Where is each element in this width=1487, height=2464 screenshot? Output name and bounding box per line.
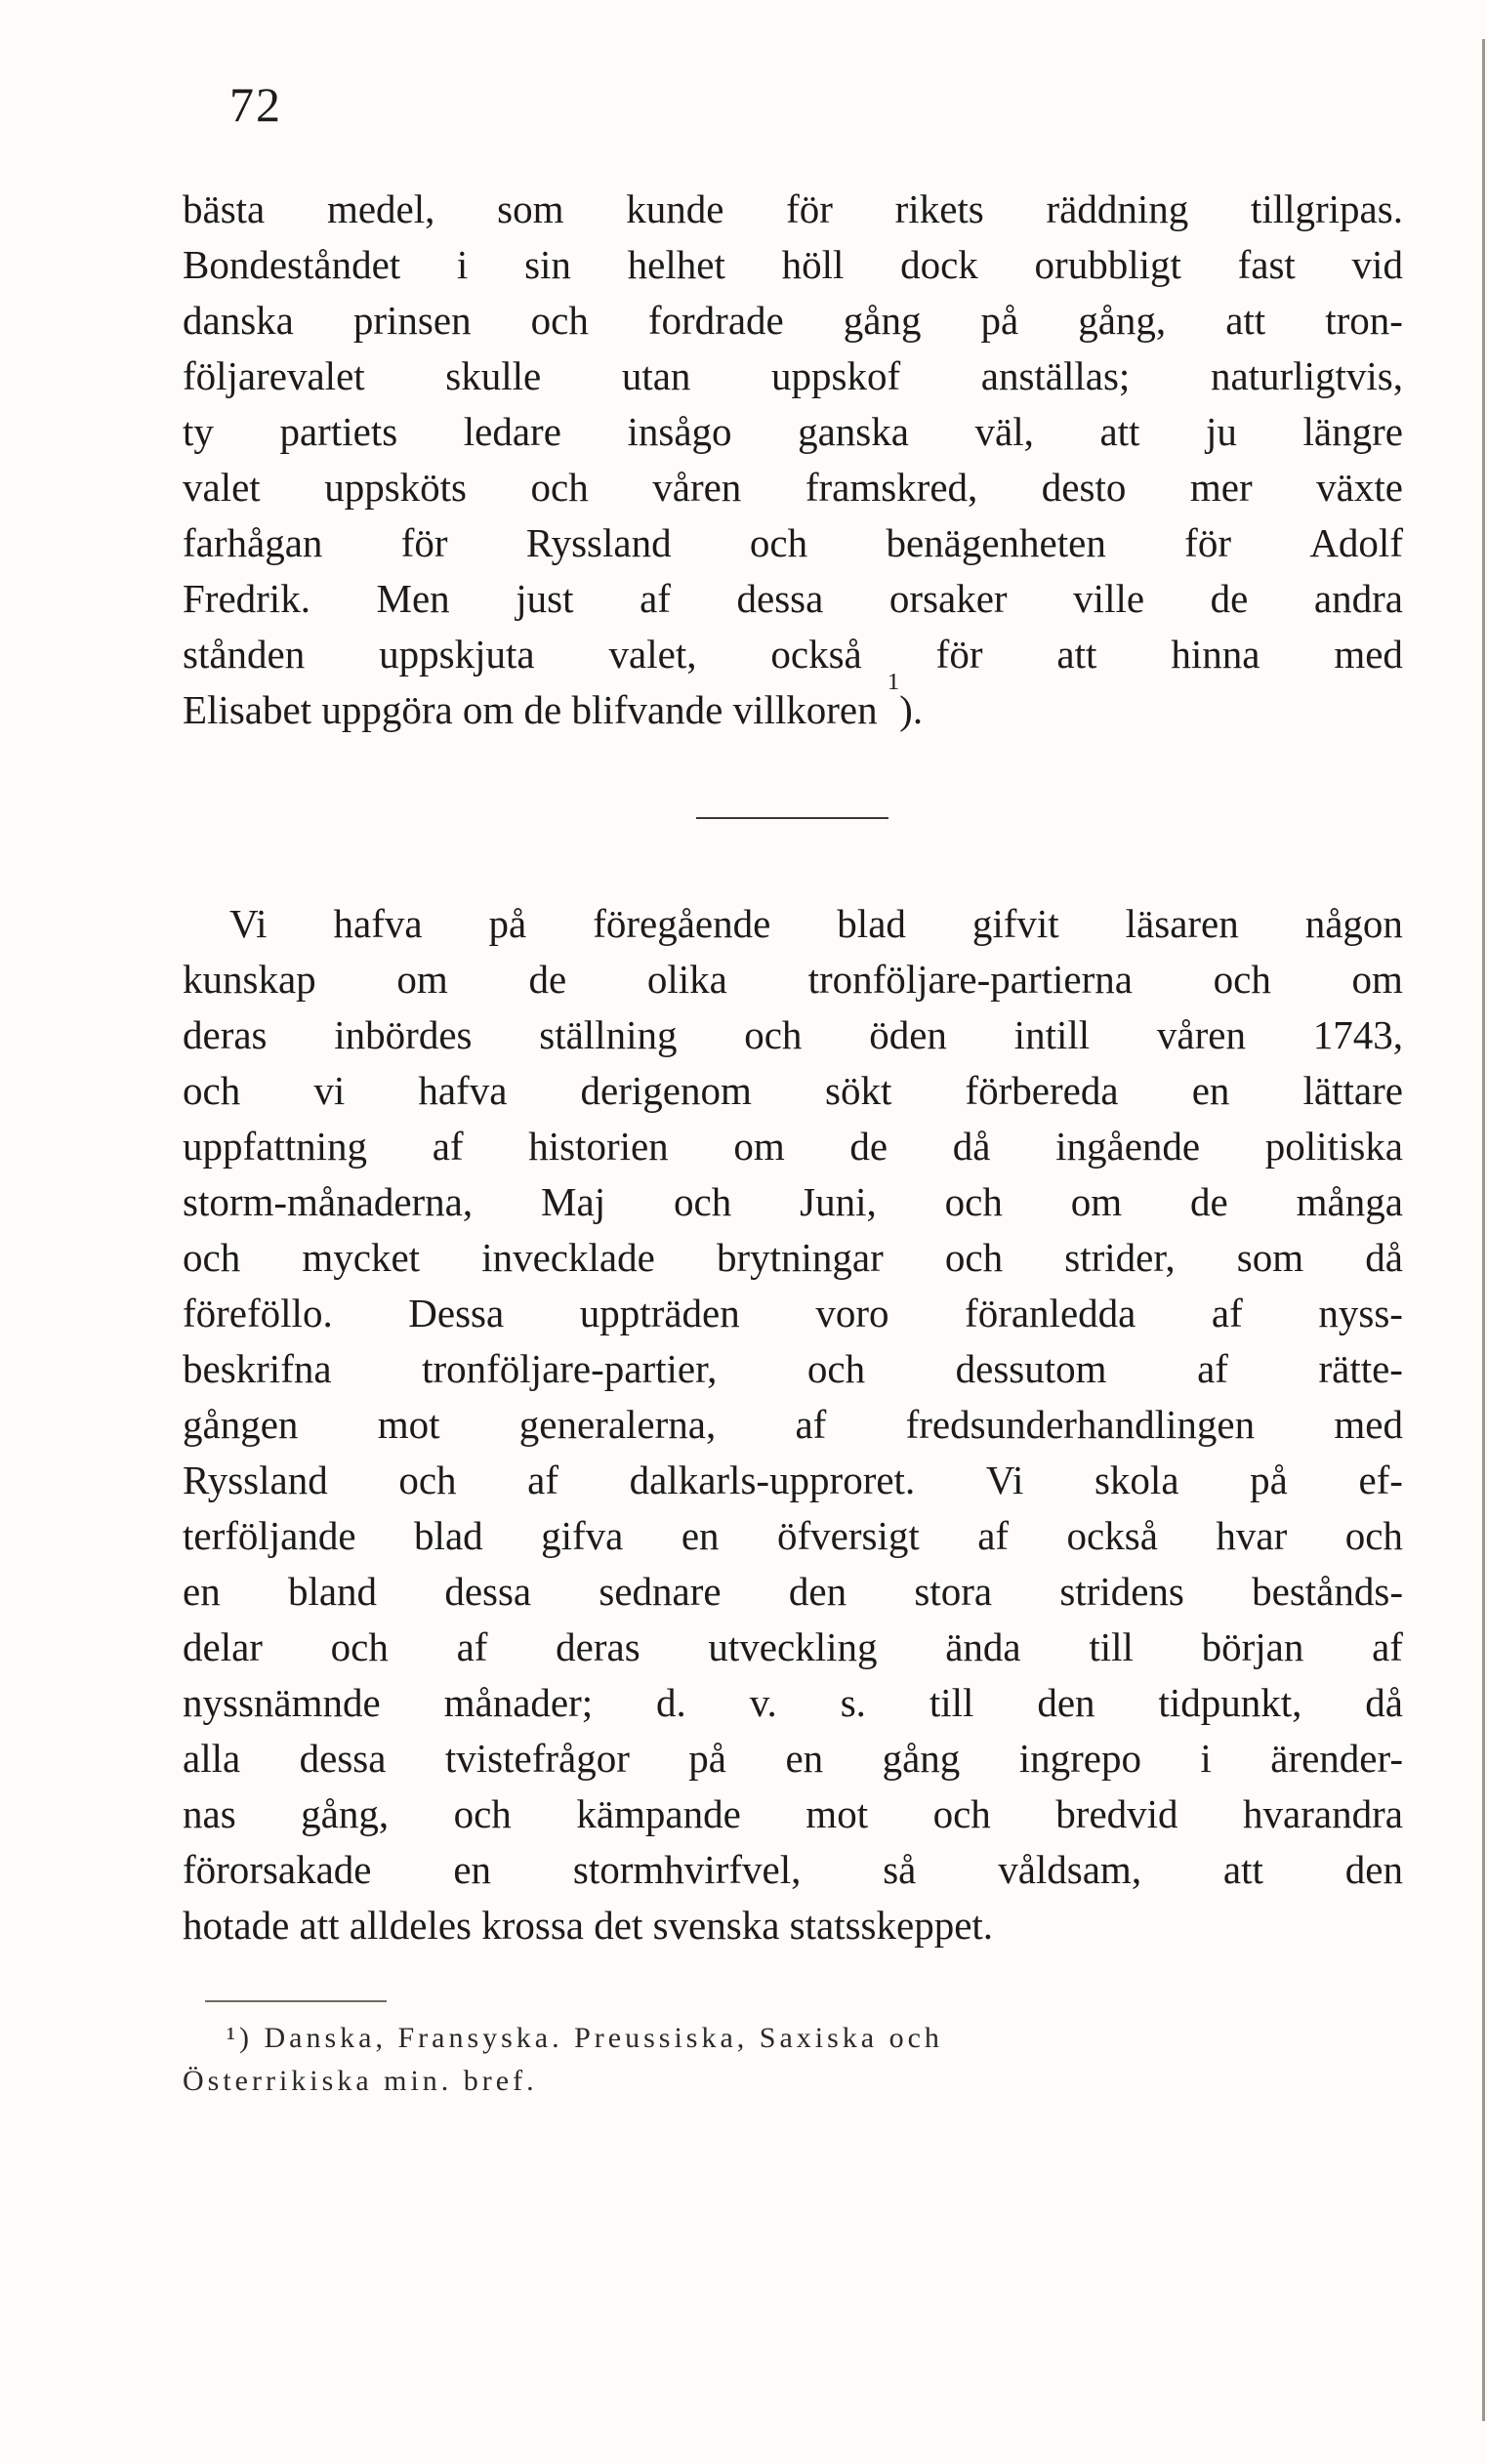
word: d. <box>656 1680 686 1725</box>
word: med <box>1334 632 1403 677</box>
word: längre <box>1302 409 1403 454</box>
word: Ryssland <box>525 520 672 565</box>
word: mot <box>377 1402 440 1447</box>
word: också <box>770 632 862 677</box>
word: den <box>1037 1680 1095 1725</box>
text-line: hotade att alldeles krossa det svenska statsskeppet. <box>183 1903 994 1948</box>
word: följarevalet <box>183 353 365 398</box>
word: att <box>1099 409 1140 454</box>
word: helhet <box>627 242 725 287</box>
word: många <box>1296 1179 1403 1224</box>
word: storm-månaderna, <box>183 1179 474 1224</box>
word: farhågan <box>183 520 323 565</box>
text-line <box>183 404 1403 459</box>
text-line <box>183 952 1403 1006</box>
word: i <box>1200 1736 1212 1781</box>
word: benägenheten <box>886 520 1106 565</box>
word: hvarandra <box>1243 1791 1403 1836</box>
word: till <box>929 1680 974 1725</box>
word: ef- <box>1358 1458 1403 1502</box>
word: en <box>681 1513 720 1558</box>
word: vi <box>313 1068 346 1113</box>
word: naturligtvis, <box>1210 353 1403 398</box>
word: att <box>1056 632 1097 677</box>
word: andra <box>1313 576 1403 621</box>
word: brytningar <box>716 1235 884 1280</box>
word: beskrifna <box>183 1346 332 1391</box>
word: dalkarls-upproret. <box>629 1458 916 1502</box>
word: för <box>786 186 833 231</box>
word: bland <box>287 1569 378 1614</box>
text-line <box>183 237 1403 292</box>
word: dessa <box>736 576 824 621</box>
word: olika <box>646 957 727 1002</box>
word: prinsen <box>352 298 472 343</box>
word: då <box>952 1124 991 1169</box>
word: på <box>980 298 1019 343</box>
word: månader; <box>443 1680 594 1725</box>
word: den <box>1344 1847 1403 1892</box>
word: om <box>396 957 448 1002</box>
word: för <box>935 632 983 677</box>
word: ganska <box>798 409 909 454</box>
text-line <box>183 1564 1403 1619</box>
word: tron- <box>1325 298 1403 343</box>
word: rikets <box>894 186 984 231</box>
word: gången <box>183 1402 299 1447</box>
word: för <box>1184 520 1231 565</box>
word: politiska <box>1264 1124 1403 1169</box>
word: till <box>1089 1624 1134 1669</box>
word: våren <box>1156 1012 1246 1057</box>
word: den <box>788 1569 847 1614</box>
word: deras <box>556 1624 640 1669</box>
text-line <box>183 1731 1403 1786</box>
word: kämpande <box>576 1791 741 1836</box>
word: utveckling <box>708 1624 878 1669</box>
word: af <box>456 1624 488 1669</box>
word: ställning <box>539 1012 678 1057</box>
word: af <box>527 1458 558 1502</box>
word: på <box>1250 1458 1288 1502</box>
word: om <box>1070 1179 1123 1224</box>
word: uppskof <box>771 353 901 398</box>
word: också <box>1066 1513 1158 1558</box>
word: som <box>497 186 564 231</box>
word: om <box>1351 957 1403 1002</box>
word: någon <box>1304 901 1403 946</box>
word: och <box>530 298 589 343</box>
text-line <box>183 1286 1403 1340</box>
text-line <box>183 1508 1403 1563</box>
text-line <box>183 1119 1403 1173</box>
word: de <box>528 957 567 1002</box>
word: alla <box>183 1736 241 1781</box>
word: då <box>1365 1680 1403 1725</box>
word: att <box>1222 1847 1263 1892</box>
word: mycket <box>302 1235 421 1280</box>
word: tvistefrågor <box>444 1736 630 1781</box>
word: sökt <box>825 1068 892 1113</box>
footnote-line: Österrikiska min. bref. <box>183 2065 538 2097</box>
word: tillgripas. <box>1250 186 1403 231</box>
word: af <box>432 1124 464 1169</box>
word: Vi <box>985 1458 1024 1502</box>
word: nas <box>183 1791 236 1836</box>
word: föreföllo. <box>183 1291 333 1335</box>
word: växte <box>1316 465 1403 510</box>
word: dessa <box>444 1569 532 1614</box>
word: dessutom <box>955 1346 1107 1391</box>
word: 1743, <box>1312 1012 1403 1057</box>
word: af <box>795 1402 827 1447</box>
word: af <box>1372 1624 1403 1669</box>
word: så <box>883 1847 917 1892</box>
word: att <box>1225 298 1266 343</box>
word: hinna <box>1171 632 1260 677</box>
word: om <box>733 1124 785 1169</box>
word: på <box>488 901 527 946</box>
word: nyssnämnde <box>183 1680 381 1725</box>
word: tronföljare-partierna <box>807 957 1133 1002</box>
text-line <box>183 1620 1403 1674</box>
word: och <box>453 1791 512 1836</box>
word: gifvit <box>971 901 1059 946</box>
word: de <box>1190 1179 1228 1224</box>
text-line-content: Elisabet uppgöra om de blifvande villkoren <box>183 687 878 732</box>
word: föranledda <box>965 1291 1136 1335</box>
word: tronföljare-partier, <box>422 1346 718 1391</box>
text-line <box>183 515 1403 570</box>
word: stora <box>914 1569 993 1614</box>
word: en <box>453 1847 492 1892</box>
word: insågo <box>627 409 732 454</box>
word: gång <box>882 1736 961 1781</box>
word: med <box>1334 1402 1403 1447</box>
word: och <box>932 1791 991 1836</box>
word: nyss- <box>1318 1291 1403 1335</box>
text-line <box>183 182 1403 236</box>
word: våren <box>652 465 742 510</box>
word: förbereda <box>965 1068 1119 1113</box>
word: stånden <box>183 632 306 677</box>
text-line-last <box>183 669 1403 737</box>
word: bestånds- <box>1252 1569 1403 1614</box>
word: gång, <box>1078 298 1167 343</box>
word: fordrade <box>647 298 784 343</box>
word: gång <box>843 298 922 343</box>
word: för <box>400 520 448 565</box>
word: orubbligt <box>1034 242 1181 287</box>
word: uppfattning <box>183 1124 368 1169</box>
text-line <box>183 571 1403 626</box>
word: ingående <box>1055 1124 1201 1169</box>
word: räddning <box>1046 186 1189 231</box>
word: sednare <box>599 1569 722 1614</box>
word: gång, <box>301 1791 390 1836</box>
word: bästa <box>183 186 266 231</box>
word: stormhvirfvel, <box>572 1847 802 1892</box>
word: danska <box>183 298 294 343</box>
word: derigenom <box>580 1068 752 1113</box>
word: Maj <box>541 1179 606 1224</box>
word: Fredrik. <box>183 576 310 621</box>
word: fast <box>1237 242 1296 287</box>
text-line <box>183 293 1403 348</box>
text-line <box>183 627 1403 681</box>
word: valet, <box>608 632 697 677</box>
word: Adolf <box>1309 520 1403 565</box>
word: och <box>674 1179 732 1224</box>
word: deras <box>183 1012 268 1057</box>
word: vid <box>1351 242 1403 287</box>
footnote-line: ¹) Danska, Fransyska. Preussiska, Saxiska och <box>227 2022 943 2054</box>
word: då <box>1365 1235 1403 1280</box>
word: höll <box>781 242 845 287</box>
word: ty <box>183 409 214 454</box>
word: i <box>456 242 469 287</box>
word: och <box>806 1346 866 1391</box>
word: och <box>1213 957 1271 1002</box>
word: hafva <box>418 1068 508 1113</box>
word: Juni, <box>800 1179 877 1224</box>
word: s. <box>840 1680 866 1725</box>
text-line <box>183 1397 1403 1452</box>
word: valet <box>183 465 261 510</box>
text-line <box>229 896 1403 951</box>
word: mot <box>805 1791 869 1836</box>
text-line <box>183 1842 1403 1897</box>
word: förorsakade <box>183 1847 372 1892</box>
word: anställas; <box>980 353 1131 398</box>
word: och <box>330 1624 389 1669</box>
text-line <box>183 1786 1403 1841</box>
text-line <box>183 1007 1403 1062</box>
word: just <box>516 576 574 621</box>
word: Dessa <box>408 1291 505 1335</box>
word: öden <box>869 1012 947 1057</box>
word: skola <box>1094 1458 1179 1502</box>
word: delar <box>183 1624 263 1669</box>
word: terföljande <box>183 1513 356 1558</box>
text-line <box>183 1341 1403 1396</box>
footnote-ref[interactable]: 1 <box>887 669 900 695</box>
word: gifva <box>541 1513 624 1558</box>
word: ledare <box>463 409 561 454</box>
section-divider <box>696 817 888 819</box>
word: läsaren <box>1125 901 1239 946</box>
word: af <box>640 576 671 621</box>
word: mer <box>1189 465 1253 510</box>
word: väl, <box>974 409 1034 454</box>
word: och <box>398 1458 457 1502</box>
word: och <box>749 520 808 565</box>
word: rätte- <box>1318 1346 1403 1391</box>
word: ju <box>1206 409 1237 454</box>
text-line <box>183 1174 1403 1229</box>
word: partiets <box>279 409 398 454</box>
word: hvar <box>1216 1513 1288 1558</box>
word: uppskjuta <box>379 632 535 677</box>
word: uppsköts <box>324 465 468 510</box>
word: dessa <box>299 1736 387 1781</box>
word: och <box>1344 1513 1403 1558</box>
word: generalerna, <box>518 1402 717 1447</box>
word: desto <box>1041 465 1127 510</box>
word: skulle <box>445 353 542 398</box>
word: stridens <box>1059 1569 1184 1614</box>
word: kunde <box>626 186 724 231</box>
word: sin <box>524 242 571 287</box>
word: framskred, <box>805 465 978 510</box>
word: ärender- <box>1270 1736 1403 1781</box>
word: v. <box>749 1680 777 1725</box>
word: och <box>183 1235 241 1280</box>
word: öfversigt <box>777 1513 920 1558</box>
word: en <box>183 1569 221 1614</box>
word: Men <box>376 576 450 621</box>
word: af <box>1197 1346 1228 1391</box>
word: medel, <box>326 186 435 231</box>
word: början <box>1201 1624 1304 1669</box>
word: lättare <box>1302 1068 1403 1113</box>
text-line <box>183 349 1403 403</box>
footnote-divider <box>205 2000 387 2002</box>
word: och <box>530 465 589 510</box>
word: strider, <box>1064 1235 1176 1280</box>
word: en <box>1191 1068 1230 1113</box>
word: voro <box>815 1291 889 1335</box>
word: utan <box>621 353 691 398</box>
word: invecklade <box>481 1235 655 1280</box>
word: kunskap <box>183 957 316 1002</box>
word: dock <box>900 242 978 287</box>
word: och <box>944 1235 1004 1280</box>
word: blad <box>837 901 906 946</box>
word: tidpunkt, <box>1158 1680 1302 1725</box>
word: som <box>1236 1235 1304 1280</box>
word: ingrepo <box>1018 1736 1141 1781</box>
word: inbördes <box>334 1012 473 1057</box>
word: blad <box>414 1513 483 1558</box>
word: och <box>944 1179 1003 1224</box>
word: och <box>744 1012 803 1057</box>
text-line <box>183 1063 1403 1118</box>
word: våldsam, <box>998 1847 1142 1892</box>
text-line <box>183 1675 1403 1730</box>
word: Ryssland <box>183 1458 328 1502</box>
word: på <box>688 1736 726 1781</box>
word: af <box>1211 1291 1243 1335</box>
word: de <box>849 1124 888 1169</box>
word: ända <box>945 1624 1021 1669</box>
text-line <box>183 1230 1403 1285</box>
word: ville <box>1073 576 1145 621</box>
word: fredsunderhandlingen <box>905 1402 1256 1447</box>
word: uppträden <box>579 1291 740 1335</box>
word: hafva <box>333 901 423 946</box>
word: Vi <box>229 901 268 946</box>
word: af <box>977 1513 1010 1558</box>
footnote-ref-close: ). <box>899 687 924 732</box>
word: historien <box>528 1124 669 1169</box>
word: en <box>785 1736 824 1781</box>
word: orsaker <box>888 576 1008 621</box>
text-line <box>183 460 1403 514</box>
word: intill <box>1013 1012 1091 1057</box>
word: föregående <box>593 901 771 946</box>
page-edge-line <box>1482 39 1485 2421</box>
word: Bondeståndet <box>183 242 401 287</box>
page-number: 72 <box>229 77 282 132</box>
word: och <box>183 1068 241 1113</box>
word: de <box>1210 576 1249 621</box>
word: bredvid <box>1055 1791 1178 1836</box>
text-line <box>183 1453 1403 1507</box>
